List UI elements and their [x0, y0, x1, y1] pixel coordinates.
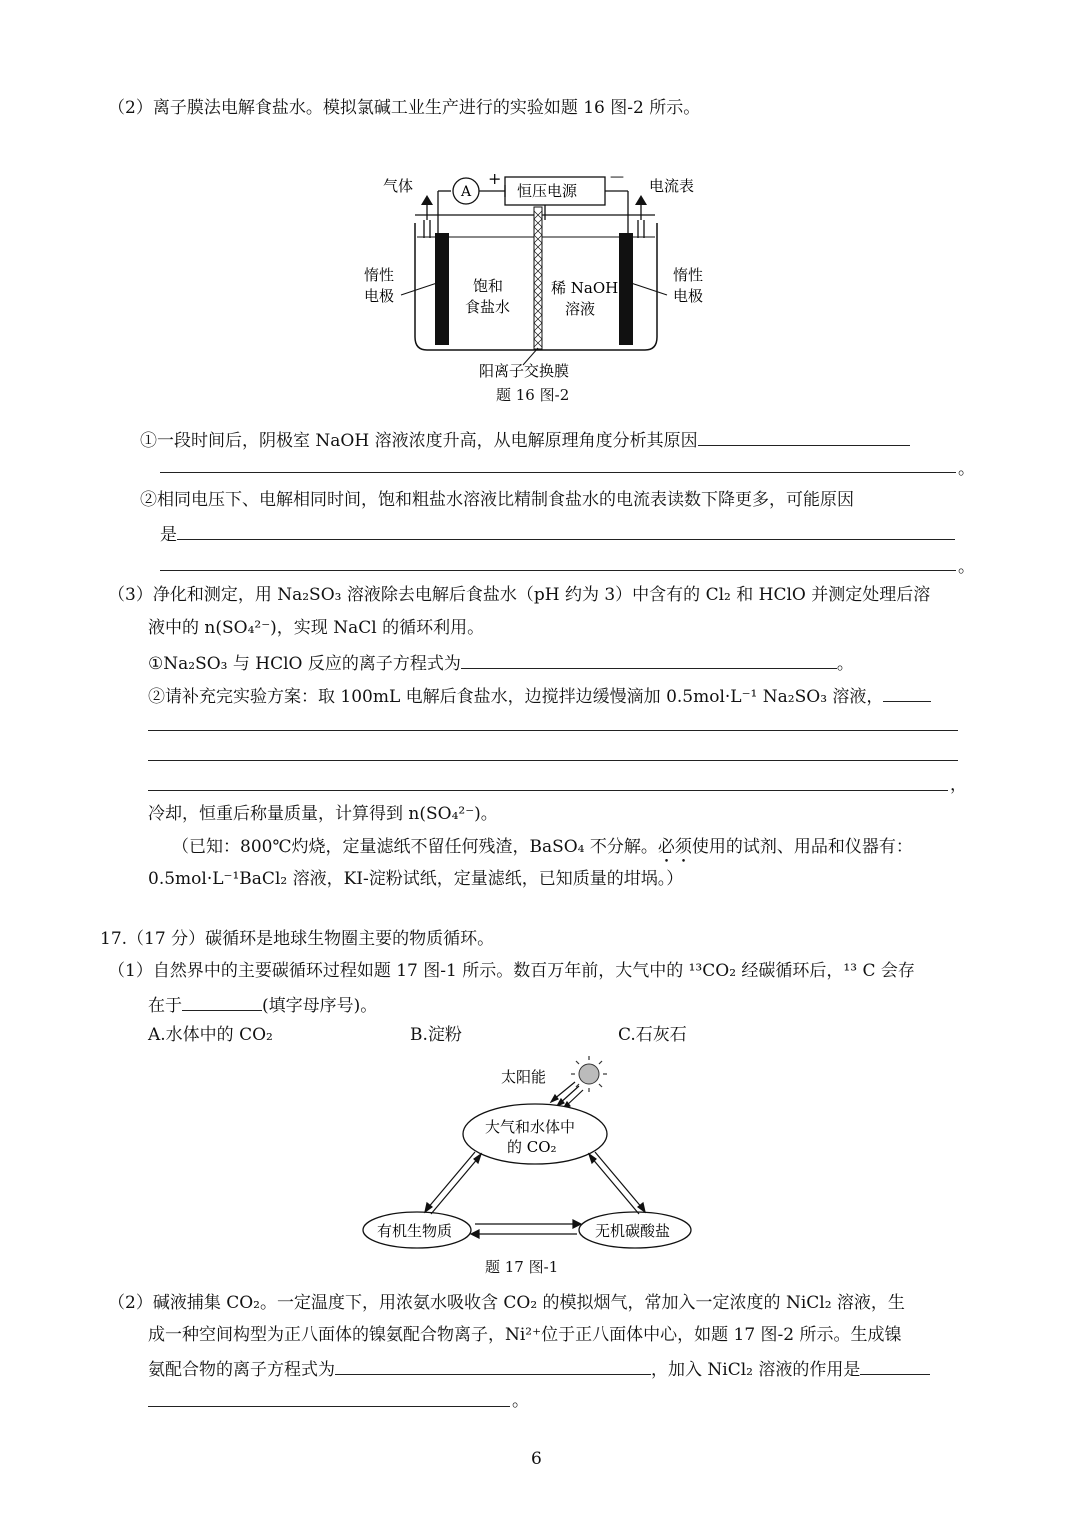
gas-label: 气体: [383, 177, 414, 195]
option-b: B.淀粉: [410, 1025, 462, 1045]
plus-sign: +: [488, 169, 502, 188]
q17-2-line2: 成一种空间构型为正八面体的镍氨配合物离子，Ni²⁺位于正八面体中心，如题 17 图-2 所示。生成镍: [148, 1325, 902, 1345]
brine-label-2: 食盐水: [465, 298, 511, 316]
q16-2-2b: 是: [160, 521, 955, 546]
figure-16-2-caption: 题 16 图-2: [496, 386, 570, 404]
q16-3-line1: （3）净化和测定，用 Na₂SO₃ 溶液除去电解后食盐水（pH 约为 3）中含有的 Cl₂ 和 HClO 并测定处理后溶: [108, 585, 931, 605]
answer-line[interactable]: [148, 760, 958, 761]
q16-3-known-2: 0.5mol·L⁻¹BaCl₂ 溶液，KI-淀粉试纸，定量滤纸，已知质量的坩埚。）: [148, 869, 684, 889]
membrane-label: 阳离子交换膜: [479, 362, 570, 380]
answer-line[interactable]: [148, 1406, 510, 1407]
naoh-label-2: 溶液: [565, 300, 596, 318]
answer-blank[interactable]: [182, 992, 262, 1011]
ammeter-symbol: A: [461, 184, 472, 200]
answer-blank[interactable]: [335, 1356, 651, 1375]
brine-label-1: 饱和: [473, 277, 504, 295]
power-supply-label: 恒压电源: [517, 182, 578, 200]
carbon-cycle-figure: [355, 1052, 725, 1252]
answer-line[interactable]: [160, 570, 956, 571]
option-c: C.石灰石: [618, 1025, 687, 1045]
period: 。: [958, 557, 975, 577]
left-electrode-label-1: 惰性: [364, 266, 395, 284]
answer-blank[interactable]: [698, 427, 910, 446]
right-electrode-label-2: 电极: [673, 287, 704, 305]
q16-3-line2: 液中的 n(SO₄²⁻)，实现 NaCl 的循环利用。: [148, 618, 485, 638]
q17-title: 17.（17 分）碳循环是地球生物圈主要的物质循环。: [100, 929, 495, 949]
q17-1-line2: 在于 (填字母序号)。: [148, 992, 377, 1017]
emphasis-text: 必须: [657, 837, 692, 857]
q16-3-2: ②请补充完实验方案：取 100mL 电解后食盐水，边搅拌边缓慢滴加 0.5mol·L⁻¹ Na₂SO₃ 溶液，: [148, 683, 931, 708]
page-number: 6: [531, 1449, 542, 1469]
comma: ，: [950, 775, 967, 795]
answer-line[interactable]: [160, 472, 956, 473]
left-electrode-label-2: 电极: [364, 287, 395, 305]
organic-label: 有机生物质: [377, 1222, 453, 1240]
q16-3-known: （已知：800℃灼烧，定量滤纸不留任何残渣，BaSO₄ 不分解。必须使用的试剂、用品和仪器有：: [172, 837, 913, 857]
q16-3-tail: 冷却，恒重后称量质量，计算得到 n(SO₄²⁻)。: [148, 804, 498, 824]
answer-blank[interactable]: [177, 521, 955, 540]
atmosphere-label-1: 大气和水体中: [485, 1118, 576, 1136]
answer-blank[interactable]: [461, 650, 837, 669]
q16-2-intro: （2）离子膜法电解食盐水。模拟氯碱工业生产进行的实验如题 16 图-2 所示。: [108, 98, 701, 118]
answer-blank[interactable]: [883, 683, 931, 702]
answer-line[interactable]: [148, 730, 958, 731]
option-a: A.水体中的 CO₂: [148, 1025, 273, 1045]
naoh-label-1: 稀 NaOH: [551, 279, 619, 297]
q16-2-1: ①一段时间后，阴极室 NaOH 溶液浓度升高，从电解原理角度分析其原因: [140, 427, 910, 452]
q17-2-line3: 氨配合物的离子方程式为 ，加入 NiCl₂ 溶液的作用是: [148, 1356, 930, 1381]
q16-3-1: ①Na₂SO₃ 与 HClO 反应的离子方程式为 。: [148, 650, 854, 675]
answer-line[interactable]: [148, 790, 948, 791]
ammeter-label: 电流表: [649, 177, 695, 195]
q17-1-line1: （1）自然界中的主要碳循环过程如题 17 图-1 所示。数百万年前，大气中的 ¹³CO₂ 经碳循环后，¹³ C 会存: [108, 961, 915, 981]
left-electrode: [435, 233, 449, 345]
right-electrode: [619, 233, 633, 345]
atmosphere-label-2: 的 CO₂: [507, 1138, 557, 1156]
carbonate-label: 无机碳酸盐: [595, 1222, 671, 1240]
figure-17-1-caption: 题 17 图-1: [485, 1258, 559, 1276]
right-electrode-label-1: 惰性: [673, 266, 704, 284]
minus-sign: —: [610, 169, 624, 185]
sun-icon: [579, 1064, 599, 1084]
q17-2-line1: （2）碱液捕集 CO₂。一定温度下，用浓氨水吸收含 CO₂ 的模拟烟气，常加入一定浓度的 NiCl₂ 溶液，生: [108, 1293, 905, 1313]
answer-blank[interactable]: [860, 1356, 930, 1375]
period: 。: [958, 459, 975, 479]
sun-label: 太阳能: [501, 1068, 547, 1086]
electrolysis-figure: [355, 165, 725, 405]
period: 。: [512, 1391, 529, 1411]
q16-2-2: ②相同电压下、电解相同时间，饱和粗盐水溶液比精制食盐水的电流表读数下降更多，可能原因: [140, 490, 854, 510]
